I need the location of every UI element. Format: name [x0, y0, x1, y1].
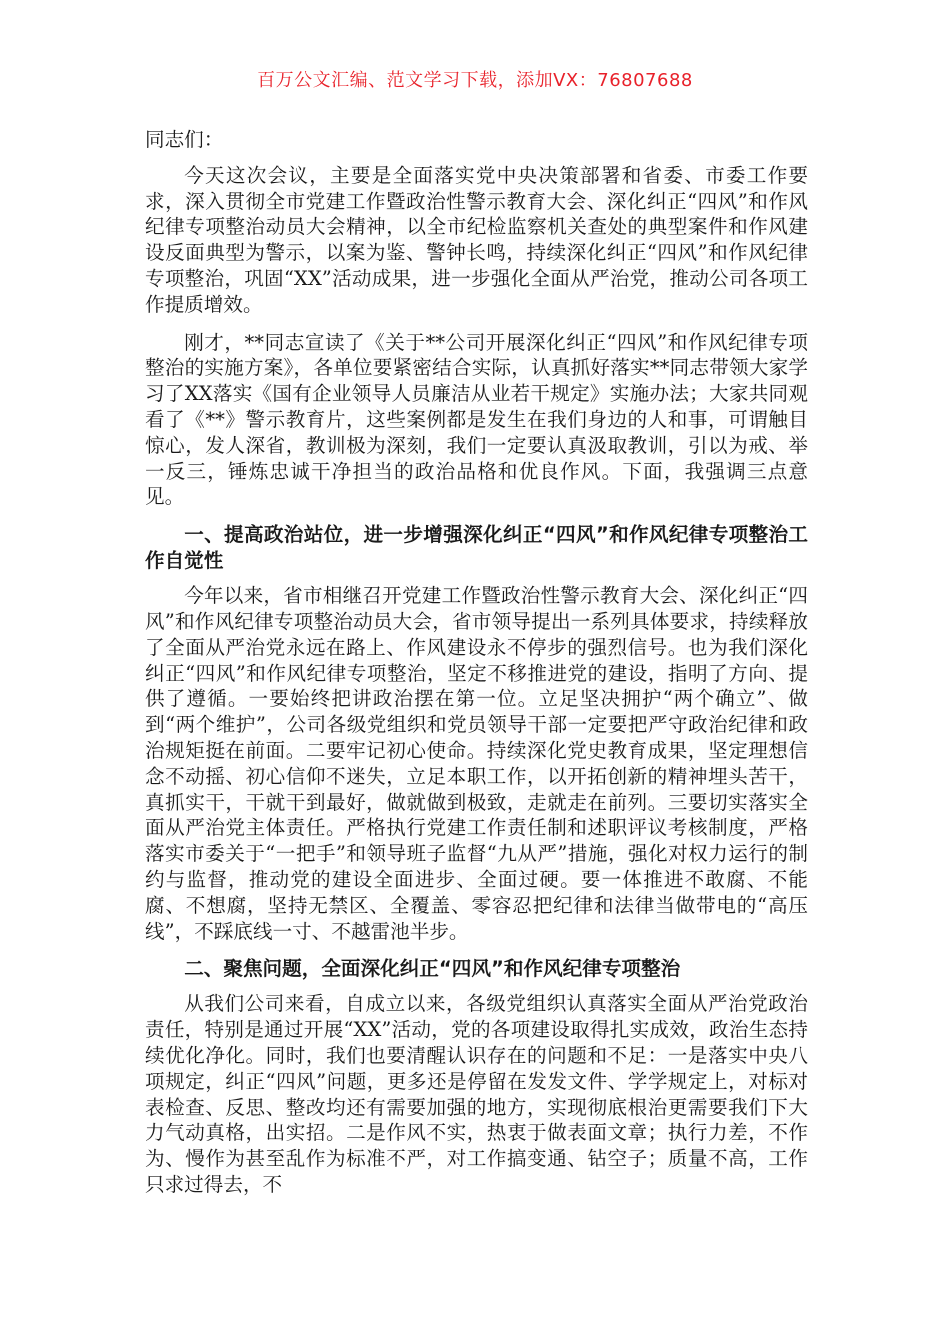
section-body-1: 今年以来，省市相继召开党建工作暨政治性警示教育大会、深化纠正“四风”和作风纪律专项整治动员大会，省市领导提出一系列具体要求，持续释放了全面从严治党永远在路上、作风建设永不停步的强烈信号。也为我们深化纠正“四风”和作风纪律专项整治，坚定不移推进党的建设，指明了方向、提供了遵循。一要始终把讲政治摆在第一位。立足坚决拥护“两个确立”、做到“两个维护”，公司各级党组织和党员领导干部一定要把严守政治纪律和政治规矩挺在前面。二要牢记初心使命。持续深化党史教育成果，坚定理想信念不动摇、初心信仰不迷失，立足本职工作，以开拓创新的精神埋头苦干，真抓实干，干就干到最好，做就做到极致，走就走在前列。三要切实落实全面从严治党主体责任。严格执行党建工作责任制和述职评议考核制度，严格落实市委关于“一把手”和领导班子监督“九从严”措施，强化对权力运行的制约与监督，推动党的建设全面进步、全面过硬。要一体推进不敢腐、不能腐、不想腐，坚持无禁区、全覆盖、零容忍把纪律和法律当做带电的“高压线”，不踩底线一寸、不越雷池半步。	[145, 584, 808, 943]
document-body	[145, 127, 808, 1198]
context-paragraph: 刚才，**同志宣读了《关于**公司开展深化纠正“四风”和作风纪律专项整治的实施方案》，各单位要紧密结合实际，认真抓好落实**同志带领大家学习了XX落实《国有企业领导人员廉洁从业若干规定》实施办法；大家共同观看了《**》警示教育片，这些案例都是发生在我们身边的人和事，可谓触目惊心，发人深省，教训极为深刻，我们一定要认真汲取教训，引以为戒、举一反三，锤炼忠诚干净担当的政治品格和优良作风。下面，我强调三点意见。	[145, 330, 808, 509]
section-body-2: 从我们公司来看，自成立以来，各级党组织认真落实全面从严治党政治责任，特别是通过开展“XX”活动，党的各项建设取得扎实成效，政治生态持续优化净化。同时，我们也要清醒认识存在的问题和不足：一是落实中央八项规定，纠正“四风”问题，更多还是停留在发发文件、学学规定上，对标对表检查、反思、整改均还有需要加强的地方，实现彻底根治更需要我们下大力气动真格，出实招。二是作风不实，热衷于做表面文章；执行力差，不作为、慢作为甚至乱作为标准不严，对工作搞变通、钻空子；质量不高，工作只求过得去，不	[145, 992, 808, 1196]
section-heading-2: 二、聚焦问题，全面深化纠正“四风”和作风纪律专项整治	[184, 957, 681, 981]
intro-paragraph: 今天这次会议，主要是全面落实党中央决策部署和省委、市委工作要求，深入贯彻全市党建工作暨政治性警示教育大会、深化纠正“四风”和作风纪律专项整治动员大会精神，以全市纪检监察机关查处的典型案件和作风建设反面典型为警示，以案为鉴、警钟长鸣，持续深化纠正“四风”和作风纪律专项整治，巩固“XX”活动成果，进一步强化全面从严治党，推动公司各项工作提质增效。	[145, 163, 808, 316]
header-banner: 百万公文汇编、范文学习下载，添加VX：76807688	[257, 70, 693, 91]
salutation: 同志们：	[145, 128, 224, 151]
section-heading-1: 一、提高政治站位，进一步增强深化纠正“四风”和作风纪律专项整治工作自觉性	[145, 523, 808, 573]
